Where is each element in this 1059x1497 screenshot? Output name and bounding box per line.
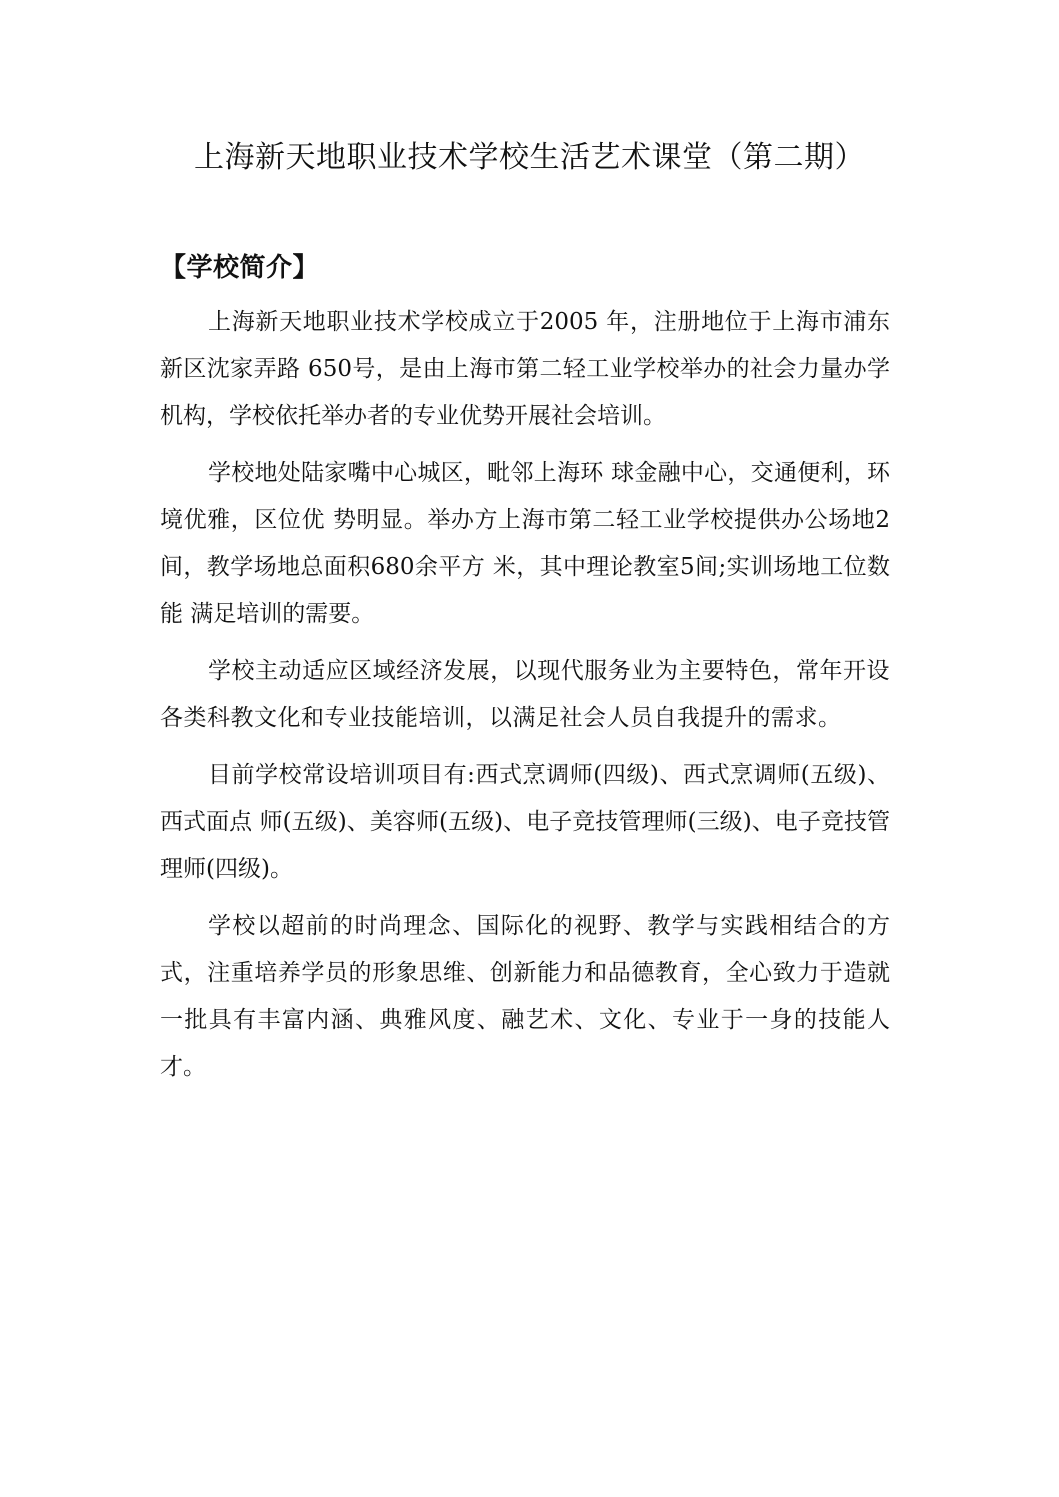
body-text (160, 299, 890, 1101)
paragraph-location: 学校地处陆家嘴中心城区，毗邻上海环 球金融中心，交通便利，环境优雅，区位优 势明显。举办方上海市第二轻工业学校提供办公场地2间，教学场地总面积680余平方 米，其中理论教室5间;实训场地工位数能 满足培训的需要。 (160, 460, 890, 627)
document-title: 上海新天地职业技术学校生活艺术课堂（第二期） (194, 140, 865, 175)
paragraph-focus: 学校主动适应区域经济发展，以现代服务业为主要特色，常年开设各类科教文化和专业技能培训，以满足社会人员自我提升的需求。 (160, 658, 890, 731)
section-heading: 【学校简介】 (160, 253, 320, 283)
paragraph-founding: 上海新天地职业技术学校成立于2005 年，注册地位于上海市浦东新区沈家弄路 650号，是由上海市第二轻工业学校举办的社会力量办学机构，学校依托举办者的专业优势开展社会培训。 (160, 309, 890, 429)
paragraph-mission: 学校以超前的时尚理念、国际化的视野、教学与实践相结合的方式，注重培养学员的形象思维、创新能力和品德教育，全心致力于造就一批具有丰富内涵、典雅风度、融艺术、文化、专业于一身的技能人才。 (160, 913, 890, 1080)
paragraph-programs: 目前学校常设培训项目有:西式烹调师(四级)、西式烹调师(五级)、西式面点 师(五级)、美容师(五级)、电子竞技管理师(三级)、电子竞技管理师(四级)。 (160, 762, 890, 882)
